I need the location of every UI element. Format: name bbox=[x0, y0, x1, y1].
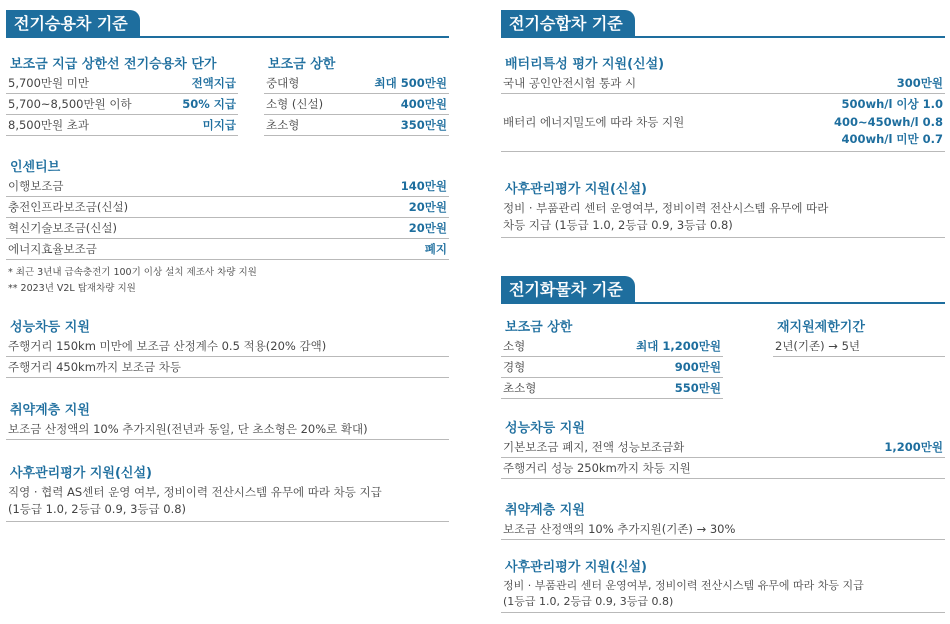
truck-performance-row bbox=[501, 458, 945, 479]
incentive-label: 에너지효율보조금 bbox=[8, 242, 97, 256]
truck-vulnerable-text: 보조금 산정액의 10% 추가지원(기존) → 30% bbox=[503, 522, 736, 536]
restriction-row bbox=[773, 336, 945, 357]
cap-price-value: 전액지급 bbox=[191, 76, 236, 90]
incentive-label: 혁신기술보조금(신설) bbox=[8, 221, 117, 235]
incentive-row bbox=[6, 218, 449, 239]
battery-row bbox=[501, 73, 945, 94]
van-aftercare-text: 차등 지급 (1등급 1.0, 2등급 0.9, 3등급 0.8) bbox=[503, 218, 733, 232]
cap-price-row bbox=[6, 115, 238, 136]
cap-price-value: 50% 지급 bbox=[182, 97, 236, 111]
incentive-note: * 최근 3년내 급속충전기 100기 이상 설치 제조사 차량 지원 bbox=[8, 267, 257, 278]
passenger-header bbox=[6, 0, 449, 38]
cap-amount-label: 중대형 bbox=[266, 76, 300, 90]
battery-density-row bbox=[501, 94, 945, 152]
truck-aftercare-text: (1등급 1.0, 2등급 0.9, 3등급 0.8) bbox=[503, 595, 674, 608]
restriction-block bbox=[773, 316, 945, 357]
van-aftercare-text: 정비 · 부품관리 센터 운영여부, 정비이력 전산시스템 유무에 따라 bbox=[503, 201, 829, 215]
performance-row bbox=[6, 357, 449, 378]
van-aftercare-title: 사후관리평가 지원(신설) bbox=[505, 182, 647, 197]
aftercare-title: 사후관리평가 지원(신설) bbox=[10, 466, 152, 481]
vulnerable-title: 취약계층 지원 bbox=[10, 403, 90, 418]
battery-label: 국내 공인안전시험 통과 시 bbox=[503, 76, 637, 90]
truck-cap-value: 최대 1,200만원 bbox=[636, 339, 721, 353]
truck-aftercare-block bbox=[501, 556, 945, 613]
cap-amount-row bbox=[264, 94, 449, 115]
truck-cap-row bbox=[501, 378, 723, 399]
truck-performance-title: 성능차등 지원 bbox=[505, 421, 585, 436]
truck-cap-value: 900만원 bbox=[674, 360, 721, 374]
vulnerable-text: 보조금 산정액의 10% 추가지원(전년과 동일, 단 초소형은 20%로 확대) bbox=[8, 422, 368, 436]
cap-amount-value: 400만원 bbox=[400, 97, 447, 111]
aftercare-text: 직영 · 협력 AS센터 운영 여부, 정비이력 전산시스템 유무에 따라 차등 지급 bbox=[8, 485, 382, 499]
truck-cap-row bbox=[501, 336, 723, 357]
truck-performance-text: 주행거리 성능 250km까지 차등 지원 bbox=[503, 461, 691, 475]
vulnerable-row bbox=[6, 419, 449, 440]
performance-text: 주행거리 450km까지 보조금 차등 bbox=[8, 360, 181, 374]
restriction-title: 재지원제한기간 bbox=[777, 320, 865, 335]
truck-cap-label: 초소형 bbox=[503, 381, 537, 395]
truck-aftercare-title: 사후관리평가 지원(신설) bbox=[505, 560, 647, 575]
cap-amount-row bbox=[264, 115, 449, 136]
battery-density-values bbox=[834, 96, 943, 149]
cap-amount-label: 소형 (신설) bbox=[266, 97, 324, 111]
truck-vulnerable-row bbox=[501, 519, 945, 540]
battery-block bbox=[501, 53, 945, 152]
cap-amount-value: 최대 500만원 bbox=[374, 76, 447, 90]
truck-aftercare-row bbox=[501, 578, 945, 613]
incentive-row bbox=[6, 176, 449, 197]
cap-price-label: 8,500만원 초과 bbox=[8, 118, 90, 132]
aftercare-row bbox=[6, 484, 449, 522]
cap-price-label: 5,700만원 미만 bbox=[8, 76, 90, 90]
incentive-block bbox=[6, 156, 449, 297]
van-header bbox=[501, 0, 945, 38]
cap-price-block bbox=[6, 53, 238, 136]
truck-cap-block bbox=[501, 316, 723, 399]
truck-cap-row bbox=[501, 357, 723, 378]
van-aftercare-block bbox=[501, 178, 945, 238]
battery-density-label: 배터리 에너지밀도에 따라 차등 지원 bbox=[503, 115, 685, 129]
incentive-title: 인센티브 bbox=[10, 160, 61, 175]
cap-amount-value: 350만원 bbox=[400, 118, 447, 132]
battery-density-value: 500wh/l 이상 1.0 bbox=[841, 97, 943, 111]
vulnerable-block bbox=[6, 399, 449, 440]
passenger-header-line bbox=[6, 36, 449, 38]
restriction-text: 2년(기존) → 5년 bbox=[775, 339, 860, 353]
incentive-label: 충전인프라보조금(신설) bbox=[8, 200, 129, 214]
truck-vulnerable-title: 취약계층 지원 bbox=[505, 503, 585, 518]
truck-title: 전기화물차 기준 bbox=[501, 276, 635, 304]
battery-title: 배터리특성 평가 지원(신설) bbox=[505, 57, 665, 72]
truck-cap-label: 경형 bbox=[503, 360, 526, 374]
passenger-title: 전기승용차 기준 bbox=[6, 10, 140, 38]
cap-amount-block bbox=[264, 53, 449, 136]
cap-price-row bbox=[6, 73, 238, 94]
cap-price-row bbox=[6, 94, 238, 115]
cap-price-title: 보조금 지급 상한선 전기승용차 단가 bbox=[10, 57, 217, 72]
performance-title: 성능차등 지원 bbox=[10, 320, 90, 335]
aftercare-text: (1등급 1.0, 2등급 0.9, 3등급 0.8) bbox=[8, 502, 187, 516]
cap-amount-label: 초소형 bbox=[266, 118, 300, 132]
truck-cap-title: 보조금 상한 bbox=[505, 320, 573, 335]
cap-amount-title: 보조금 상한 bbox=[268, 57, 336, 72]
incentive-value: 20만원 bbox=[408, 221, 447, 235]
truck-header bbox=[501, 266, 945, 304]
incentive-note: ** 2023년 V2L 탑재차량 지원 bbox=[8, 283, 136, 294]
cap-price-label: 5,700~8,500만원 이하 bbox=[8, 97, 132, 111]
performance-block bbox=[6, 316, 449, 378]
truck-vulnerable-block bbox=[501, 499, 945, 540]
truck-aftercare-text: 정비 · 부품관리 센터 운영여부, 정비이력 전산시스템 유무에 따라 차등 지급 bbox=[503, 579, 864, 592]
cap-price-value: 미지급 bbox=[202, 118, 236, 132]
incentive-row bbox=[6, 239, 449, 260]
van-title: 전기승합차 기준 bbox=[501, 10, 635, 38]
battery-density-value: 400wh/l 미만 0.7 bbox=[841, 132, 943, 146]
incentive-value: 140만원 bbox=[400, 179, 447, 193]
cap-amount-row bbox=[264, 73, 449, 94]
van-truck-column bbox=[501, 0, 945, 608]
truck-performance-row bbox=[501, 437, 945, 458]
incentive-value: 폐지 bbox=[424, 242, 447, 256]
truck-header-line bbox=[501, 302, 945, 304]
truck-performance-block bbox=[501, 417, 945, 479]
van-header-line bbox=[501, 36, 945, 38]
performance-row bbox=[6, 336, 449, 357]
aftercare-block bbox=[6, 462, 449, 522]
battery-value: 300만원 bbox=[896, 76, 943, 90]
truck-performance-value: 1,200만원 bbox=[884, 440, 943, 454]
truck-cap-label: 소형 bbox=[503, 339, 526, 353]
battery-density-value: 400~450wh/l 0.8 bbox=[834, 114, 943, 129]
performance-text: 주행거리 150km 미만에 보조금 산정계수 0.5 적용(20% 감액) bbox=[8, 339, 327, 353]
incentive-value: 20만원 bbox=[408, 200, 447, 214]
incentive-row bbox=[6, 197, 449, 218]
incentive-label: 이행보조금 bbox=[8, 179, 64, 193]
passenger-car-section bbox=[6, 0, 449, 516]
van-aftercare-row bbox=[501, 200, 945, 238]
truck-performance-label: 기본보조금 폐지, 전액 성능보조금화 bbox=[503, 440, 685, 454]
truck-cap-value: 550만원 bbox=[674, 381, 721, 395]
